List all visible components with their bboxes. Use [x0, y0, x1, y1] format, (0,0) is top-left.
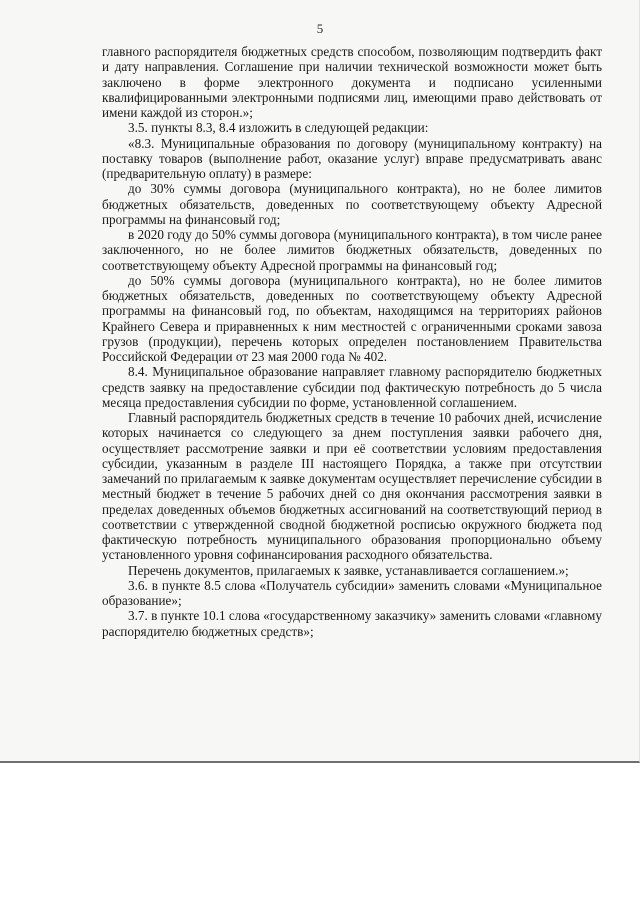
blank-margin — [0, 765, 640, 905]
paragraph-clause-8-3: «8.3. Муниципальные образования по договору (муниципальному контракту) на поставку товаров (выполнение работ, оказание услуг) вправе предусматривать аванс (предварительную оплату) в размере: — [102, 135, 602, 181]
paragraph-agreement-submission: главного распорядителя бюджетных средств способом, позволяющим подтвердить факт и дату направления. Соглашение при наличии технической возможности может быть заключено в форме электронного документа и подписано усиленными квалифицированными электронными подписями лиц, имеющими право действовать от имени каждой из сторон.»; — [102, 44, 602, 120]
paragraph-review-and-transfer: Главный распорядитель бюджетных средств в течение 10 рабочих дней, исчисление которых начинается со следующего за днем поступления заявки рабочего дня, осуществляет рассмотрение заявки и при её соответствии условиям предоставления субсидии, указанным в разделе III настоящего Порядка, а также при отсутствии замечаний по прилагаемым к заявке документам осуществляет перечисление субсидии в местный бюджет в течение 5 рабочих дней со дня окончания рассмотрения заявки в пределах доведенных объемов бюджетных ассигнований на соответствующий период в соответствии с утвержденной сводной бюджетной росписью окружного бюджета под фактическую потребность муниципального образования пропорционально объему установленного уровня софинансирования расходного обязательства. — [102, 410, 602, 563]
paragraph-clause-8-4: 8.4. Муниципальное образование направляет главному распорядителю бюджетных средств заявку на предоставление субсидии под фактическую потребность до 5 числа месяца предоставления субсидии по форме, установленной соглашением. — [102, 364, 602, 410]
paragraph-advance-30-percent: до 30% суммы договора (муниципального контракта), но не более лимитов бюджетных обязательств, доведенных по соответствующему объекту Адресной программы на финансовый год; — [102, 181, 602, 227]
paragraph-item-3-5: 3.5. пункты 8.3, 8.4 изложить в следующей редакции: — [128, 120, 429, 136]
paragraph-advance-2020: в 2020 году до 50% суммы договора (муниципального контракта), в том числе ранее заключенного, но не более лимитов бюджетных обязательств, доведенных по соответствующему объекту Адресной программы на финансовый год; — [102, 227, 602, 273]
page-number: 5 — [316, 21, 324, 36]
paragraph-item-3-7: 3.7. в пункте 10.1 слова «государственному заказчику» заменить словами «главному распорядителю бюджетных средств»; — [102, 608, 602, 639]
paragraph-advance-far-north: до 50% суммы договора (муниципального контракта), но не более лимитов бюджетных обязательств, доведенных по соответствующему объекту Адресной программы на финансовый год, по объектам, находящимся на территориях районов Крайнего Севера и приравненных к ним местностей с ограниченными сроками завоза грузов (продукции), перечень которых определен постановлением Правительства Российской Федерации от 23 мая 2000 года № 402. — [102, 272, 602, 364]
document-body — [102, 44, 602, 639]
paragraph-item-3-6: 3.6. в пункте 8.5 слова «Получатель субсидии» заменить словами «Муниципальное образование»; — [102, 577, 602, 608]
paragraph-documents-list: Перечень документов, прилагаемых к заявке, устанавливается соглашением.»; — [128, 562, 569, 578]
